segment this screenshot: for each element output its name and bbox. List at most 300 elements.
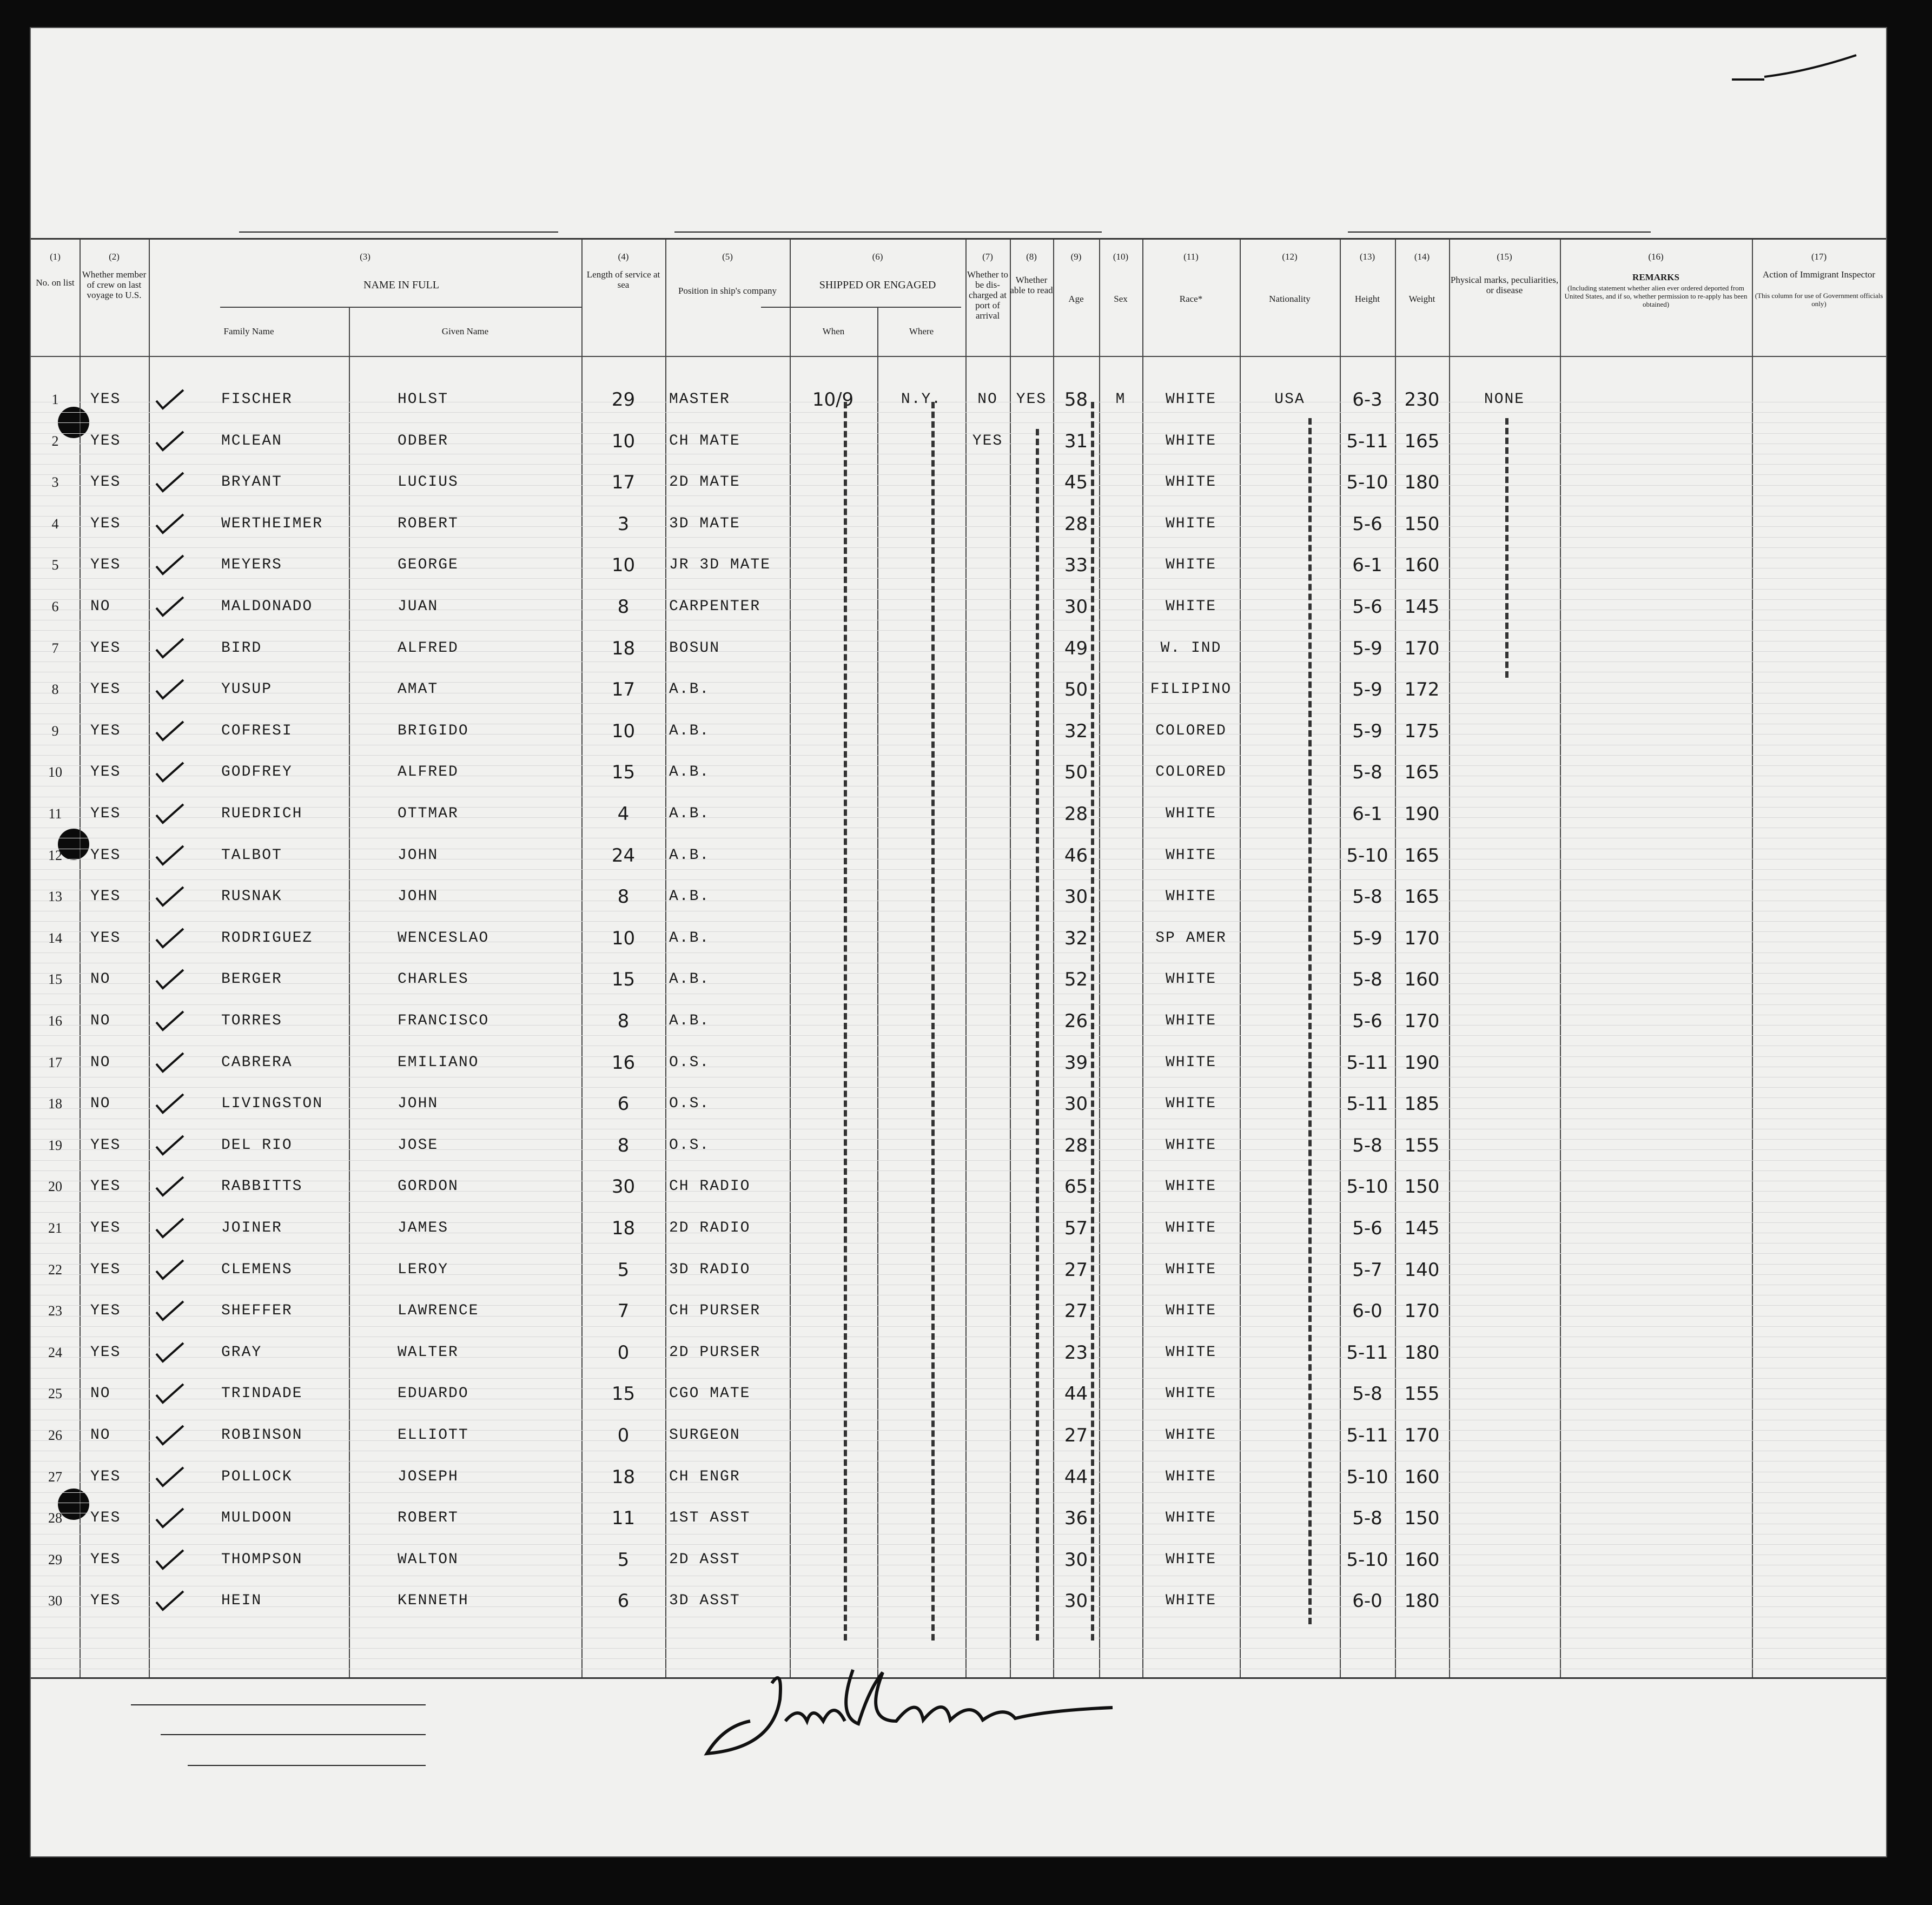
row-given: EDUARDO	[398, 1385, 469, 1403]
row-family: SHEFFER	[221, 1302, 293, 1320]
header-inspector-note: (This column for use of Government officials only)	[1755, 292, 1883, 308]
row-weight: 180	[1404, 1341, 1440, 1364]
row-weight: 185	[1404, 1093, 1440, 1115]
row-family: JOINER	[221, 1220, 282, 1236]
row-height: 5-6	[1352, 1010, 1382, 1032]
row-given: JOHN	[398, 1095, 439, 1113]
row-weight: 160	[1404, 969, 1440, 991]
row-position: A.B.	[669, 971, 710, 988]
row-no: 19	[48, 1137, 62, 1153]
inspector-signature	[691, 1656, 1134, 1764]
row-service: 3	[617, 513, 630, 535]
row-height: 5-9	[1352, 720, 1382, 742]
row-family: BERGER	[221, 971, 282, 988]
row-height: 6-0	[1352, 1300, 1382, 1322]
row-where: N.Y.	[901, 391, 942, 408]
row-family: GODFREY	[221, 764, 293, 781]
ruling-line	[31, 1409, 1886, 1410]
row-race: WHITE	[1165, 1344, 1216, 1361]
row-age: 28	[1064, 513, 1088, 535]
row-family: TALBOT	[221, 846, 282, 864]
row-position: O.S.	[669, 1136, 710, 1154]
row-age: 30	[1064, 1093, 1088, 1115]
row-height: 5-9	[1352, 679, 1382, 701]
row-position: A.B.	[669, 764, 710, 781]
sheet-number-stroke	[1656, 50, 1862, 93]
row-last-voyage: YES	[90, 1344, 121, 1361]
ruling-line	[31, 1212, 1886, 1213]
header-length-of-service: Length of service at sea	[586, 269, 660, 290]
row-race: WHITE	[1165, 1054, 1216, 1071]
row-service: 15	[611, 969, 636, 991]
row-family: CLEMENS	[221, 1261, 293, 1278]
ditto-mark	[1091, 402, 1094, 1641]
header-remarks: REMARKS	[1632, 272, 1679, 282]
row-last-voyage: YES	[90, 1220, 121, 1236]
row-age: 27	[1064, 1425, 1088, 1446]
row-height: 6-1	[1352, 803, 1382, 825]
row-position: 2D PURSER	[669, 1344, 761, 1361]
row-position: CH RADIO	[669, 1178, 751, 1195]
row-age: 33	[1064, 554, 1088, 577]
row-race: WHITE	[1165, 557, 1216, 574]
header-age: Age	[1068, 294, 1084, 304]
ruling-line	[31, 755, 1886, 756]
header-able-to-read: Whether able to read	[1010, 275, 1053, 295]
row-last-voyage: YES	[90, 805, 121, 822]
ruling-line	[31, 921, 1886, 922]
row-service: 10	[611, 430, 636, 452]
row-family: BIRD	[221, 639, 262, 657]
check-mark-icon	[154, 1549, 186, 1571]
header-nationality: Nationality	[1269, 294, 1311, 304]
row-given: LEROY	[398, 1261, 449, 1278]
row-race: WHITE	[1165, 1095, 1216, 1113]
row-position: CH ENGR	[669, 1468, 740, 1485]
shipped-header-rule	[761, 307, 961, 308]
row-no: 5	[51, 557, 59, 573]
row-last-voyage: YES	[90, 1468, 121, 1485]
row-age: 50	[1064, 679, 1088, 701]
row-race: COLORED	[1155, 722, 1227, 739]
row-service: 0	[617, 1425, 630, 1446]
row-age: 30	[1064, 1549, 1088, 1571]
row-age: 36	[1064, 1507, 1088, 1530]
column-number-c15: (15)	[1497, 252, 1512, 262]
row-service: 6	[617, 1590, 630, 1612]
row-weight: 165	[1404, 430, 1440, 452]
column-number-c10: (10)	[1113, 252, 1129, 262]
row-race: WHITE	[1165, 1261, 1216, 1278]
check-mark-icon	[154, 1466, 186, 1488]
row-nationality: USA	[1274, 391, 1305, 408]
row-given: AMAT	[398, 681, 439, 698]
row-no: 16	[48, 1013, 62, 1029]
row-last-voyage: YES	[90, 1136, 121, 1154]
row-no: 7	[51, 640, 59, 656]
row-race: WHITE	[1165, 391, 1216, 408]
ruling-line	[31, 630, 1886, 631]
check-mark-icon	[154, 1425, 186, 1446]
row-no: 10	[48, 764, 62, 780]
row-given: ELLIOTT	[398, 1427, 469, 1444]
row-sex: M	[1115, 391, 1126, 408]
row-last-voyage: YES	[90, 557, 121, 574]
row-age: 23	[1064, 1341, 1088, 1364]
row-last-voyage: YES	[90, 1261, 121, 1278]
row-race: WHITE	[1165, 1468, 1216, 1485]
row-position: A.B.	[669, 681, 710, 698]
row-given: JOHN	[398, 888, 439, 905]
column-number-c2: (2)	[109, 252, 120, 262]
row-position: BOSUN	[669, 639, 720, 657]
row-last-voyage: YES	[90, 1592, 121, 1610]
row-position: CGO MATE	[669, 1385, 751, 1403]
row-weight: 170	[1404, 927, 1440, 949]
row-family: MULDOON	[221, 1510, 293, 1527]
row-height: 6-0	[1352, 1590, 1382, 1612]
row-weight: 172	[1404, 679, 1440, 701]
row-race: WHITE	[1165, 888, 1216, 905]
row-last-voyage: NO	[90, 598, 111, 615]
row-no: 9	[51, 723, 59, 739]
row-no: 2	[51, 433, 59, 449]
row-weight: 180	[1404, 472, 1440, 494]
row-service: 15	[611, 762, 636, 784]
row-position: 2D RADIO	[669, 1220, 751, 1236]
row-height: 5-6	[1352, 1218, 1382, 1239]
row-last-voyage: YES	[90, 1510, 121, 1527]
row-last-voyage: YES	[90, 846, 121, 864]
row-position: A.B.	[669, 846, 710, 864]
row-last-voyage: YES	[90, 391, 121, 408]
row-no: 18	[48, 1096, 62, 1112]
check-mark-icon	[154, 1093, 186, 1115]
row-given: JOSEPH	[398, 1468, 459, 1485]
check-mark-icon	[154, 1218, 186, 1239]
row-last-voyage: YES	[90, 474, 121, 491]
row-family: GRAY	[221, 1344, 262, 1361]
row-race: WHITE	[1165, 1385, 1216, 1403]
check-mark-icon	[154, 389, 186, 411]
header-where: Where	[909, 326, 934, 336]
row-family: WERTHEIMER	[221, 515, 323, 532]
row-weight: 170	[1404, 1010, 1440, 1032]
row-weight: 170	[1404, 637, 1440, 659]
row-given: CHARLES	[398, 971, 469, 988]
row-age: 58	[1064, 389, 1088, 411]
row-no: 23	[48, 1303, 62, 1319]
row-height: 5-8	[1352, 762, 1382, 784]
header-last-voyage: Whether member of crew on last voyage to U.S.	[82, 269, 147, 300]
row-given: ALFRED	[398, 639, 459, 657]
name-header-rule	[220, 307, 583, 308]
row-family: MCLEAN	[221, 432, 282, 449]
row-position: 3D MATE	[669, 515, 740, 532]
row-weight: 190	[1404, 1051, 1440, 1074]
check-mark-icon	[154, 762, 186, 783]
row-race: WHITE	[1165, 1136, 1216, 1154]
row-read: YES	[1016, 391, 1047, 408]
header-shipped-engaged: SHIPPED OR ENGAGED	[819, 279, 936, 291]
row-height: 5-9	[1352, 927, 1382, 949]
row-race: WHITE	[1165, 1427, 1216, 1444]
ruling-line	[31, 1492, 1886, 1493]
row-given: WENCESLAO	[398, 929, 489, 947]
check-mark-icon	[154, 554, 186, 576]
row-race: WHITE	[1165, 1013, 1216, 1029]
check-mark-icon	[154, 513, 186, 535]
row-race: COLORED	[1155, 764, 1227, 781]
row-last-voyage: YES	[90, 1302, 121, 1320]
row-position: 1ST ASST	[669, 1510, 751, 1527]
row-no: 24	[48, 1344, 62, 1360]
row-family: TORRES	[221, 1013, 282, 1029]
column-number-c16: (16)	[1648, 252, 1664, 262]
row-age: 27	[1064, 1259, 1088, 1281]
row-family: MALDONADO	[221, 598, 313, 615]
check-mark-icon	[154, 845, 186, 866]
row-service: 5	[617, 1259, 630, 1281]
row-no: 25	[48, 1386, 62, 1402]
row-family: TRINDADE	[221, 1385, 303, 1403]
header-sex: Sex	[1114, 294, 1128, 304]
check-mark-icon	[154, 431, 186, 452]
row-service: 30	[611, 1176, 636, 1198]
row-given: HOLST	[398, 391, 449, 408]
row-height: 5-8	[1352, 1507, 1382, 1530]
row-weight: 190	[1404, 803, 1440, 825]
check-mark-icon	[154, 1259, 186, 1281]
ruling-line	[31, 547, 1886, 548]
header-race: Race*	[1179, 294, 1203, 304]
row-last-voyage: YES	[90, 722, 121, 739]
header-height: Height	[1354, 294, 1380, 304]
check-mark-icon	[154, 1010, 186, 1032]
ruling-line	[31, 713, 1886, 714]
check-mark-icon	[154, 1300, 186, 1322]
row-no: 6	[51, 599, 59, 614]
row-weight: 165	[1404, 762, 1440, 784]
row-height: 5-7	[1352, 1259, 1382, 1281]
row-service: 7	[617, 1300, 630, 1322]
row-height: 6-3	[1352, 389, 1382, 411]
row-family: RUSNAK	[221, 888, 282, 905]
row-position: A.B.	[669, 929, 710, 947]
row-last-voyage: YES	[90, 764, 121, 781]
row-position: SURGEON	[669, 1427, 740, 1444]
row-age: 57	[1064, 1218, 1088, 1239]
check-mark-icon	[154, 803, 186, 825]
row-age: 28	[1064, 803, 1088, 825]
row-position: CH PURSER	[669, 1302, 761, 1320]
column-number-c8: (8)	[1026, 252, 1037, 262]
row-height: 5-9	[1352, 637, 1382, 659]
row-race: WHITE	[1165, 515, 1216, 532]
ditto-mark	[1036, 429, 1039, 1641]
row-given: WALTON	[398, 1551, 459, 1568]
row-position: 2D ASST	[669, 1551, 740, 1568]
row-weight: 170	[1404, 1300, 1440, 1322]
check-mark-icon	[154, 596, 186, 618]
column-number-c13: (13)	[1359, 252, 1375, 262]
ditto-mark	[1308, 418, 1312, 1624]
row-given: JAMES	[398, 1220, 449, 1236]
row-height: 5-10	[1346, 1466, 1388, 1488]
row-last-voyage: YES	[90, 929, 121, 947]
row-last-voyage: NO	[90, 971, 111, 988]
header-remarks-note: (Including statement whether alien ever ordered deported from United States, and if so, whether permission to re-apply has been obtained)	[1564, 284, 1748, 308]
ruling-line	[31, 1253, 1886, 1254]
row-weight: 155	[1404, 1134, 1440, 1156]
header-no-on-list: No. on list	[36, 277, 75, 288]
crew-table	[31, 238, 1886, 1679]
row-age: 30	[1064, 1590, 1088, 1612]
row-weight: 150	[1404, 513, 1440, 535]
column-number-c3: (3)	[360, 252, 370, 262]
row-service: 10	[611, 927, 636, 949]
row-height: 5-8	[1352, 1134, 1382, 1156]
row-service: 8	[617, 1010, 630, 1032]
row-last-voyage: YES	[90, 639, 121, 657]
ruling-line	[31, 464, 1886, 465]
ruling-line	[31, 1087, 1886, 1088]
row-family: CABRERA	[221, 1054, 293, 1071]
row-service: 8	[617, 596, 630, 618]
header-given-name: Given Name	[441, 326, 489, 336]
row-given: KENNETH	[398, 1592, 469, 1610]
row-family: RABBITTS	[221, 1178, 303, 1195]
vessel-line	[31, 201, 1886, 239]
row-height: 5-10	[1346, 844, 1388, 866]
row-service: 18	[611, 1218, 636, 1239]
header-bottom-rule	[31, 356, 1886, 357]
ruling-line	[31, 1648, 1886, 1649]
row-no: 12	[48, 847, 62, 863]
row-weight: 180	[1404, 1590, 1440, 1612]
row-age: 32	[1064, 927, 1088, 949]
check-mark-icon	[154, 638, 186, 659]
row-no: 15	[48, 971, 62, 988]
column-number-c11: (11)	[1183, 252, 1199, 262]
row-no: 4	[51, 515, 59, 532]
row-last-voyage: YES	[90, 1178, 121, 1195]
row-weight: 160	[1404, 1549, 1440, 1571]
row-family: DEL RIO	[221, 1136, 293, 1154]
row-weight: 170	[1404, 1425, 1440, 1446]
row-no: 1	[51, 392, 59, 407]
row-race: WHITE	[1165, 1220, 1216, 1236]
row-service: 18	[611, 1466, 636, 1488]
column-number-c14: (14)	[1414, 252, 1430, 262]
check-mark-icon	[154, 720, 186, 742]
row-height: 5-10	[1346, 472, 1388, 494]
row-when: 10/9	[812, 389, 854, 411]
row-weight: 145	[1404, 596, 1440, 618]
row-age: 32	[1064, 720, 1088, 742]
row-family: RODRIGUEZ	[221, 929, 313, 947]
row-given: EMILIANO	[398, 1054, 479, 1071]
row-position: 3D RADIO	[669, 1261, 751, 1278]
row-service: 11	[611, 1507, 636, 1530]
row-no: 21	[48, 1220, 62, 1236]
row-given: LUCIUS	[398, 474, 459, 491]
row-weight: 175	[1404, 720, 1440, 742]
row-position: CARPENTER	[669, 598, 761, 615]
row-service: 24	[611, 844, 636, 866]
row-given: WALTER	[398, 1344, 459, 1361]
row-service: 0	[617, 1341, 630, 1364]
row-given: OTTMAR	[398, 805, 459, 822]
row-height: 5-11	[1346, 1051, 1388, 1074]
row-no: 11	[48, 806, 62, 822]
check-mark-icon	[154, 679, 186, 700]
row-weight: 160	[1404, 554, 1440, 577]
row-height: 5-6	[1352, 513, 1382, 535]
row-height: 5-11	[1346, 1341, 1388, 1364]
row-age: 50	[1064, 762, 1088, 784]
row-family: BRYANT	[221, 474, 282, 491]
row-service: 10	[611, 720, 636, 742]
row-given: ROBERT	[398, 1510, 459, 1527]
row-given: JOHN	[398, 846, 439, 864]
row-position: A.B.	[669, 1013, 710, 1029]
check-mark-icon	[154, 1342, 186, 1364]
row-no: 14	[48, 930, 62, 946]
row-given: JUAN	[398, 598, 439, 615]
row-race: WHITE	[1165, 432, 1216, 449]
header-inspector-action: Action of Immigrant Inspector	[1762, 269, 1876, 280]
row-position: A.B.	[669, 888, 710, 905]
row-no: 3	[51, 474, 59, 491]
column-number-c1: (1)	[50, 252, 61, 262]
row-race: WHITE	[1165, 1551, 1216, 1568]
check-mark-icon	[154, 472, 186, 493]
row-age: 46	[1064, 844, 1088, 866]
row-weight: 150	[1404, 1176, 1440, 1198]
row-family: ROBINSON	[221, 1427, 303, 1444]
row-family: LIVINGSTON	[221, 1095, 323, 1113]
row-last-voyage: YES	[90, 515, 121, 532]
row-family: FISCHER	[221, 391, 293, 408]
row-age: 30	[1064, 886, 1088, 908]
row-race: WHITE	[1165, 598, 1216, 615]
sheet-number	[1656, 50, 1862, 93]
row-race: WHITE	[1165, 474, 1216, 491]
row-race: WHITE	[1165, 1302, 1216, 1320]
row-weight: 150	[1404, 1507, 1440, 1530]
row-height: 5-6	[1352, 596, 1382, 618]
row-position: CH MATE	[669, 432, 740, 449]
row-height: 5-10	[1346, 1176, 1388, 1198]
row-last-voyage: NO	[90, 1385, 111, 1403]
row-last-voyage: YES	[90, 1551, 121, 1568]
row-given: ALFRED	[398, 764, 459, 781]
row-given: GORDON	[398, 1178, 459, 1195]
column-number-c4: (4)	[618, 252, 629, 262]
row-family: POLLOCK	[221, 1468, 293, 1485]
row-given: ROBERT	[398, 515, 459, 532]
row-given: BRIGIDO	[398, 722, 469, 739]
ruling-line	[31, 589, 1886, 590]
row-family: THOMPSON	[221, 1551, 303, 1568]
row-service: 8	[617, 1134, 630, 1156]
row-age: 27	[1064, 1300, 1088, 1322]
row-height: 6-1	[1352, 554, 1382, 577]
header-position: Position in ship's company	[678, 286, 777, 296]
row-no: 30	[48, 1593, 62, 1609]
row-race: WHITE	[1165, 1510, 1216, 1527]
